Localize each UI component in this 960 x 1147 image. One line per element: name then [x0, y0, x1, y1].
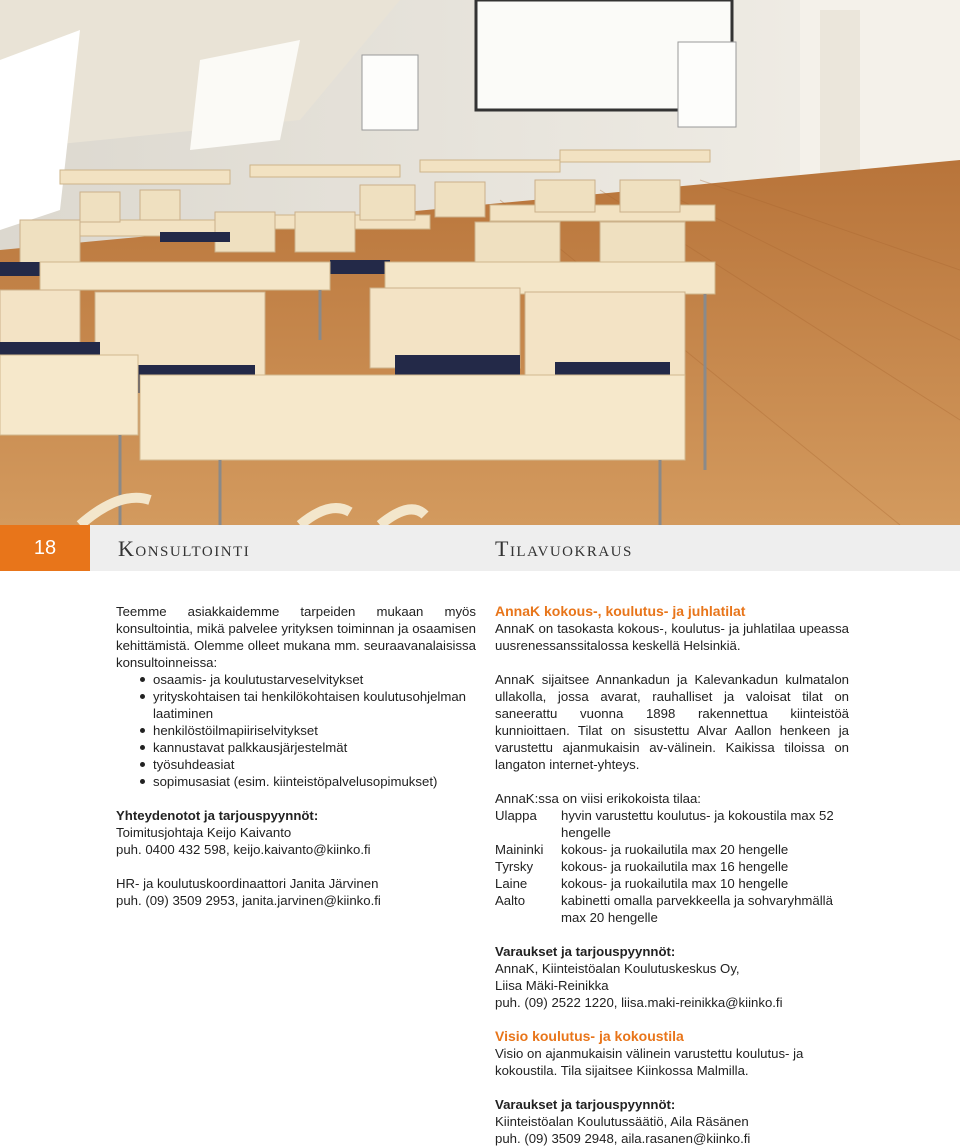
visio-heading: Visio koulutus- ja kokoustila: [495, 1028, 684, 1044]
list-item: kannustavat palkkausjärjestelmät: [116, 739, 476, 756]
room-name: Laine: [495, 876, 528, 891]
visio-description: Visio on ajanmukaisin välinein varustettu koulutus- ja kokoustila. Tila sijaitsee Kiinkossa Malmilla.: [495, 1046, 804, 1078]
room-desc: kokous- ja ruokailutila max 20 hengelle: [561, 842, 789, 857]
visio-contact-heading: Varaukset ja tarjouspyynnöt:: [495, 1097, 676, 1112]
rooms-intro: AnnaK:ssa on viisi erikokoista tilaa:: [495, 791, 701, 806]
meeting-room-photo: [0, 0, 960, 525]
room-desc: kokous- ja ruokailutila max 10 hengelle: [561, 876, 789, 891]
contact1-phone: puh. 0400 432 598, keijo.kaivanto@kiinko.fi: [116, 842, 371, 857]
list-item: henkilöstöilmapiiriselvitykset: [116, 722, 476, 739]
annak-location: AnnaK sijaitsee Annankadun ja Kalevankadun kulmatalon ullakolla, jossa avarat, rauhalliset ja valoisat tilat on saneerattu vuonna 1898 rakennettua kiinteistöä kunnioittaen. Tilat on sisustettu Alvar Aallon henkeen ja varustettu ajanmukaisin av-välinein. Kaikissa tiloissa on langaton internet-yhteys.: [495, 672, 849, 772]
section-title-tilavuokraus: Tilavuokraus: [495, 536, 633, 561]
contact-heading: Yhteydenotot ja tarjouspyynnöt:: [116, 808, 319, 823]
page-number: 18: [0, 525, 90, 571]
annak-contact-heading: Varaukset ja tarjouspyynnöt:: [495, 944, 676, 959]
list-item: osaamis- ja koulutustarveselvitykset: [116, 671, 476, 688]
room-name: Tyrsky: [495, 859, 534, 874]
annak-heading: AnnaK kokous-, koulutus- ja juhlatilat: [495, 603, 746, 619]
room-desc: kokous- ja ruokailutila max 16 hengelle: [561, 859, 789, 874]
contact2-phone: puh. (09) 3509 2953, janita.jarvinen@kiinko.fi: [116, 893, 381, 908]
room-desc: hyvin varustettu koulutus- ja kokoustila max 52 hengelle: [561, 808, 834, 840]
annak-description: AnnaK on tasokasta kokous-, koulutus- ja juhlatilaa upeassa uusrenessanssitalossa keskellä Helsinkiä.: [495, 621, 849, 653]
room-name: Maininki: [495, 842, 544, 857]
tilavuokraus-column: [495, 603, 849, 1147]
konsultointi-intro: Teemme asiakkaidemme tarpeiden mukaan myös konsultointia, mikä palvelee yrityksen toiminnan ja osaamisen kehittämistä. Olemme olleet mukana mm. seuraavanalaisissa konsultoinneissa:: [116, 604, 476, 670]
visio-contact-line: puh. (09) 3509 2948, aila.rasanen@kiinko.fi: [495, 1131, 751, 1146]
room-name: Ulappa: [495, 808, 537, 823]
rooms-list: [495, 807, 849, 926]
consulting-topics-list: [116, 671, 476, 790]
list-item: yrityskohtaisen tai henkilökohtaisen koulutusohjelman laatiminen: [116, 688, 476, 722]
contact1-name: Toimitusjohtaja Keijo Kaivanto: [116, 825, 292, 840]
visio-contact-line: Kiinteistöalan Koulutussäätiö, Aila Räsänen: [495, 1114, 749, 1129]
annak-contact-line: Liisa Mäki-Reinikka: [495, 978, 609, 993]
annak-contact-line: puh. (09) 2522 1220, liisa.maki-reinikka@kiinko.fi: [495, 995, 783, 1010]
section-header-band: [0, 525, 960, 571]
room-name: Aalto: [495, 893, 526, 908]
list-item: sopimusasiat (esim. kiinteistöpalvelusopimukset): [116, 773, 476, 790]
annak-contact-line: AnnaK, Kiinteistöalan Koulutuskeskus Oy,: [495, 961, 740, 976]
section-title-konsultointi: Konsultointi: [118, 536, 251, 561]
konsultointi-column: [116, 603, 476, 909]
list-item: työsuhdeasiat: [116, 756, 476, 773]
room-desc: kabinetti omalla parvekkeella ja sohvaryhmällä max 20 hengelle: [561, 893, 833, 925]
contact2-name: HR- ja koulutuskoordinaattori Janita Järvinen: [116, 876, 379, 891]
